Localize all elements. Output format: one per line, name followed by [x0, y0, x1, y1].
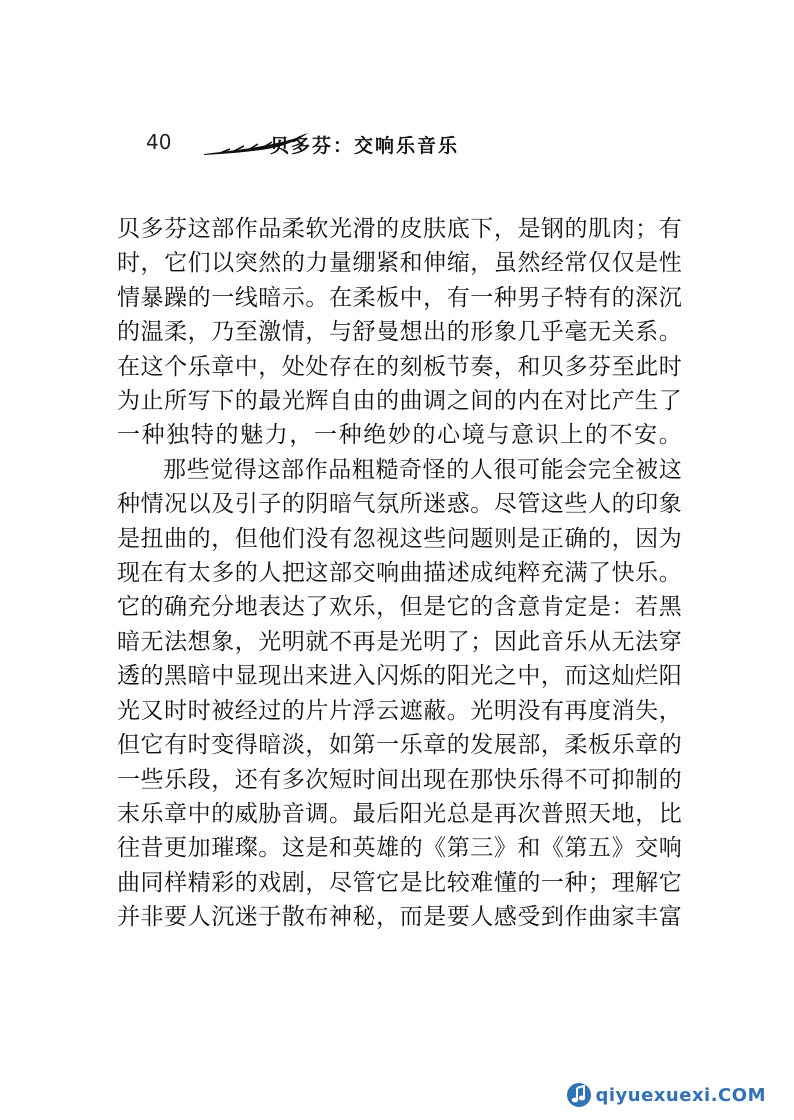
running-title: 贝多芬：交响乐音乐	[270, 135, 460, 157]
body-text	[117, 212, 682, 935]
watermark-text: qiyuexuexi.COM	[595, 1084, 766, 1106]
page-number: 40	[146, 130, 172, 154]
running-header	[146, 128, 506, 162]
music-note-icon	[566, 1082, 592, 1108]
paragraph: 那些觉得这部作品粗糙奇怪的人很可能会完全被这种情况以及引子的阴暗气氛所迷惑。尽管这些人的印象是扭曲的，但他们没有忽视这些问题则是正确的，因为现在有太多的人把这部交响曲描述成纯粹充满了快乐。它的确充分地表达了欢乐，但是它的含意肯定是：若黑暗无法想象，光明就不再是光明了；因此音乐从无法穿透的黑暗中显现出来进入闪烁的阳光之中，而这灿烂阳光又时时被经过的片片浮云遮蔽。光明没有再度消失，但它有时变得暗淡，如第一乐章的发展部，柔板乐章的一些乐段，还有多次短时间出现在那快乐得不可抑制的末乐章中的威胁音调。最后阳光总是再次普照天地，比往昔更加璀璨。这是和英雄的《第三》和《第五》交响曲同样精彩的戏剧，尽管它是比较难懂的一种；理解它并非要人沉迷于散布神秘，而是要人感受到作曲家丰富	[117, 456, 682, 931]
paragraph: 贝多芬这部作品柔软光滑的皮肤底下，是钢的肌肉；有时，它们以突然的力量绷紧和伸缩，虽然经常仅仅是性情暴躁的一线暗示。在柔板中，有一种男子特有的深沉的温柔，乃至激情，与舒曼想出的形象几乎毫无关系。在这个乐章中，处处存在的刻板节奏，和贝多芬至此时为止所写下的最光辉自由的曲调之间的内在对比产生了一种独特的魅力，一种绝妙的心境与意识上的不安。	[117, 216, 682, 449]
watermark	[566, 1082, 767, 1108]
